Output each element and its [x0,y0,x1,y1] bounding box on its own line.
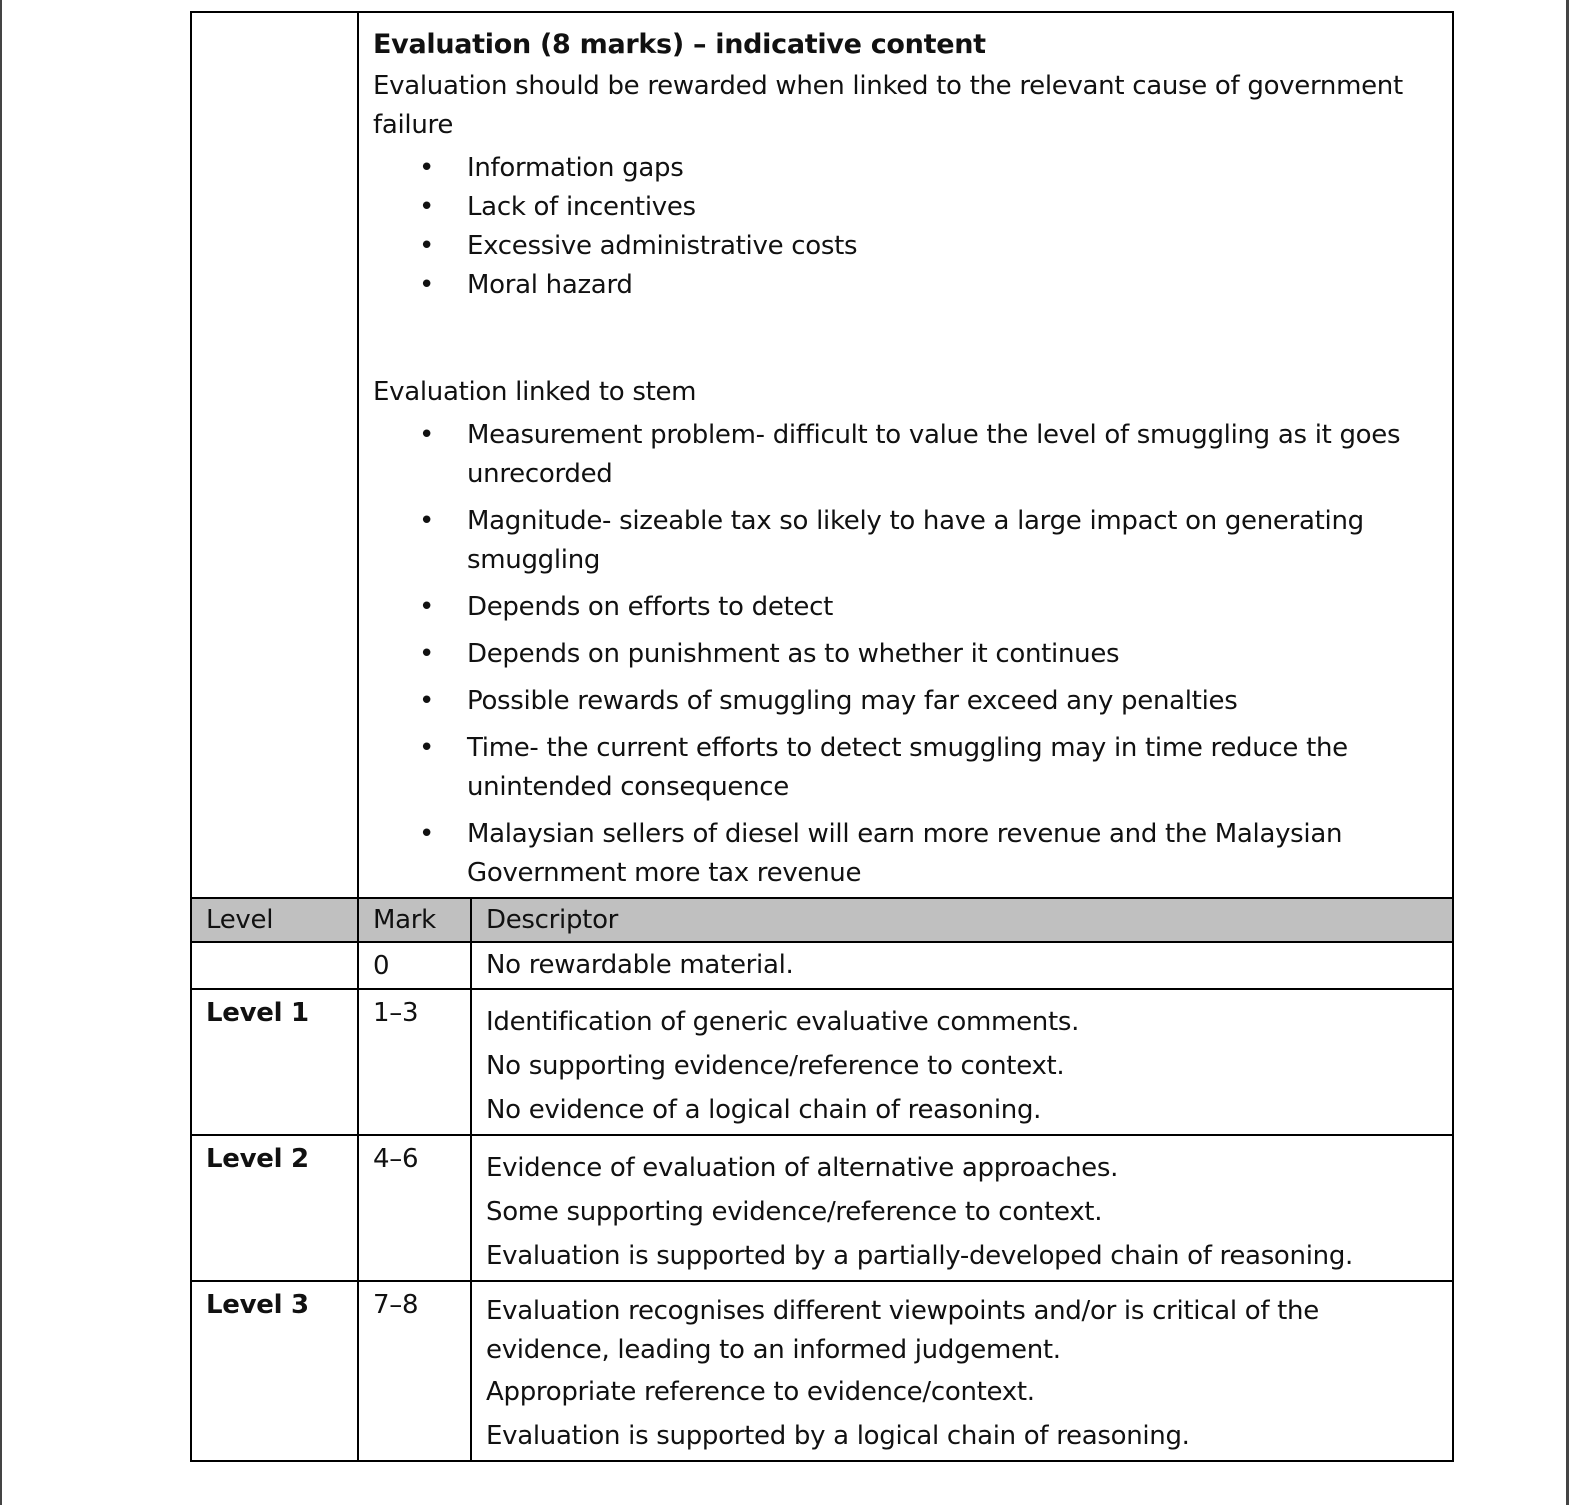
descriptor-line: Evaluation is supported by a partially-developed chain of reasoning. [486,1241,1353,1271]
stem-points-list [373,416,1438,893]
list-item: • Malaysian sellers of diesel will earn more revenue and the Malaysian Government more tax revenue [467,815,1438,893]
table-row [191,989,1453,1135]
descriptor-cell [471,942,1453,989]
mark-cell: 7–8 [358,1281,471,1461]
list-item: • Possible rewards of smuggling may far exceed any penalties [467,682,1438,721]
table-header-row [191,898,1453,942]
section-title: Evaluation (8 marks) – indicative content [373,29,986,60]
descriptor-line: Evaluation is supported by a logical chain of reasoning. [486,1421,1190,1451]
descriptor-cell [471,1281,1453,1461]
table-row [191,942,1453,989]
descriptor-line: No rewardable material. [486,950,794,980]
mark-scheme-sheet [190,11,1454,1462]
table-row [191,1281,1453,1461]
descriptor-line: No supporting evidence/reference to context. [486,1051,1065,1081]
mark-cell: 1–3 [358,989,471,1135]
descriptor-cell [471,1135,1453,1281]
list-item: • Magnitude- sizeable tax so likely to have a large impact on generating smuggling [467,502,1438,580]
list-item: • Time- the current efforts to detect smuggling may in time reduce the unintended consequence [467,729,1438,807]
descriptor-line: Evaluation recognises different viewpoints and/or is critical of the evidence, leading to an informed judgement. [486,1296,1319,1365]
header-descriptor: Descriptor [471,898,1453,942]
list-item: • Depends on punishment as to whether it continues [467,635,1438,674]
list-item: • Excessive administrative costs [467,227,1438,266]
descriptor-line: Some supporting evidence/reference to context. [486,1197,1103,1227]
intro-text: Evaluation should be rewarded when linked to the relevant cause of government failure [373,71,1403,140]
page-edge-right [1566,0,1569,1505]
list-item: • Moral hazard [467,266,1438,305]
list-item: • Depends on efforts to detect [467,588,1438,627]
header-level: Level [191,898,358,942]
level-cell [191,942,358,989]
header-mark: Mark [358,898,471,942]
descriptor-line: Appropriate reference to evidence/context. [486,1377,1035,1407]
descriptor-line: Identification of generic evaluative comments. [486,1007,1080,1037]
mark-scheme-table [190,11,1454,1462]
indicative-content-cell [358,12,1453,898]
list-item: • Measurement problem- difficult to value the level of smuggling as it goes unrecorded [467,416,1438,494]
causes-list [373,149,1438,305]
table-row [191,1135,1453,1281]
level-cell: Level 2 [191,1135,358,1281]
stem-heading: Evaluation linked to stem [373,377,697,407]
list-item: • Lack of incentives [467,188,1438,227]
empty-left-cell [191,12,358,898]
level-cell: Level 3 [191,1281,358,1461]
page-edge-left [0,0,2,1505]
descriptor-cell [471,989,1453,1135]
list-item: • Information gaps [467,149,1438,188]
descriptor-line: No evidence of a logical chain of reasoning. [486,1095,1042,1125]
mark-cell: 4–6 [358,1135,471,1281]
mark-cell: 0 [358,942,471,989]
indicative-content-row [191,12,1453,898]
level-cell: Level 1 [191,989,358,1135]
descriptor-line: Evidence of evaluation of alternative approaches. [486,1153,1119,1183]
